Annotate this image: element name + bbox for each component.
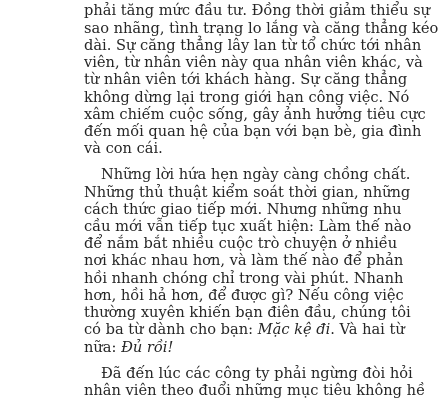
text-line: không dừng lại trong giới hạn công việc. Nó: [84, 89, 410, 106]
text-line: Những lời hứa hẹn ngày càng chồng chất.: [101, 166, 411, 183]
text-line: hơn, hồi hả hơn, để được gì? Nếu công việc: [84, 287, 404, 304]
text-line: dài. Sự căng thẳng lây lan từ tổ chức tới nhân: [84, 37, 422, 54]
text-run: có ba từ dành cho bạn:: [84, 321, 258, 338]
italic-phrase: Đủ rồi!: [121, 339, 174, 356]
text-line: viên, từ nhân viên này qua nhân viên khác, và: [84, 54, 423, 71]
text-line: nhân viên theo đuổi những mục tiêu không hề: [84, 382, 426, 399]
text-line: để nắm bắt nhiều cuộc trò chuyện ở nhiều: [84, 235, 398, 252]
text-line: từ nhân viên tới khách hàng. Sự căng thẳng: [84, 71, 408, 88]
text-line: hồi nhanh chóng chỉ trong vài phút. Nhanh: [84, 270, 404, 287]
text-run: . Và hai từ: [330, 321, 405, 338]
text-line: xâm chiếm cuộc sống, gây ảnh hưởng tiêu cực: [84, 106, 426, 123]
text-line: [84, 321, 405, 339]
text-line: và con cái.: [84, 140, 163, 157]
text-line: cách thức giao tiếp mới. Nhưng những nhu: [84, 201, 402, 218]
text-line: cầu mới vẫn tiếp tục xuất hiện: Làm thế nào: [84, 218, 412, 235]
text-line: phải tăng mức đầu tư. Đồng thời giảm thiểu sự: [84, 2, 431, 19]
text-line: Những thủ thuật kiểm soát thời gian, những: [84, 184, 411, 201]
text-line: thường xuyên khiến bạn điên đầu, chúng tôi: [84, 304, 411, 321]
text-line: Đã đến lúc các công ty phải ngừng đòi hỏi: [101, 365, 413, 382]
text-line: [84, 339, 173, 357]
text-run: nữa:: [84, 339, 122, 356]
text-line: sao nhãng, tình trạng lo lắng và căng thẳng kéo: [84, 20, 438, 37]
text-line: nơi khác nhau hơn, và làm thế nào để phản: [84, 252, 404, 269]
text-line: đến mối quan hệ của bạn với bạn bè, gia đình: [84, 123, 422, 140]
italic-phrase: Mặc kệ đi: [257, 321, 331, 338]
